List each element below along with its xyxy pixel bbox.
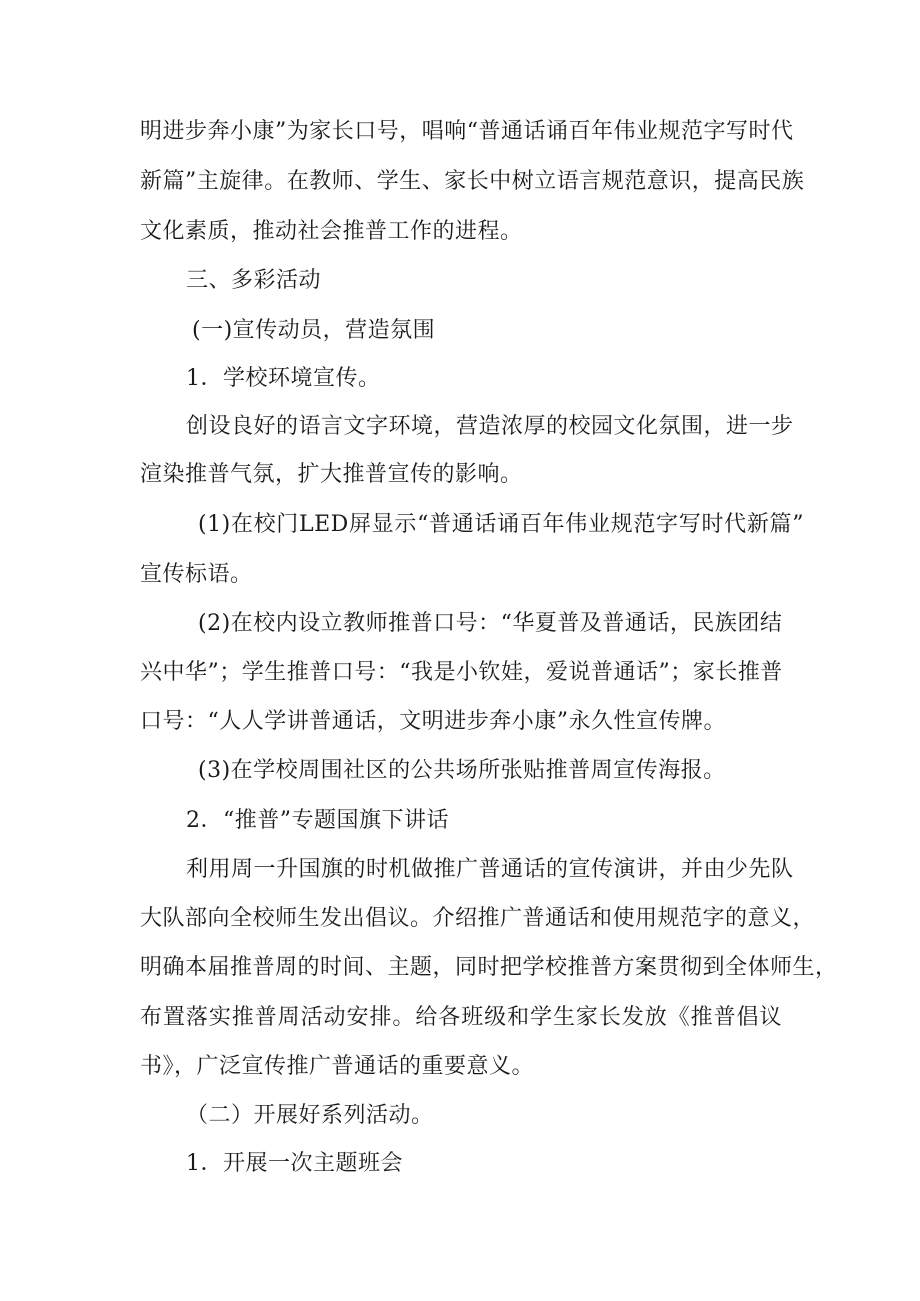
list-item-line: (2)在校内设立教师推普口号：“华夏普及普通话，民族团结: [198, 611, 783, 636]
subsection-heading: (一)宣传动员，营造氛围: [192, 318, 436, 343]
paragraph-line: 明进步奔小康”为家长口号，唱响“普通话诵百年伟业规范字写时代: [140, 119, 794, 144]
paragraph-line: 文化素质，推动社会推普工作的进程。: [140, 219, 523, 244]
paragraph-line: 书》，广泛宣传推广普通话的重要意义。: [140, 1054, 535, 1079]
item-heading: 2．“推普”专题国旗下讲话: [186, 808, 449, 833]
paragraph-line: 渲染推普气氛，扩大推普宣传的影响。: [140, 462, 523, 487]
subsection-heading: （二）开展好系列活动。: [186, 1103, 434, 1128]
section-heading: 三、多彩活动: [186, 268, 322, 293]
paragraph-line: 大队部向全校师生发出倡议。介绍推广普通话和使用规范字的意义，: [140, 906, 816, 931]
list-item-line: 兴中华”；学生推普口号：“我是小钦娃，爱说普通话”；家长推普: [140, 660, 783, 685]
paragraph-line: 创设良好的语言文字环境，营造浓厚的校园文化氛围，进一步: [186, 414, 794, 439]
paragraph-line: 新篇”主旋律。在教师、学生、家长中树立语言规范意识，提高民族: [140, 169, 805, 194]
paragraph-line: 利用周一升国旗的时机做推广普通话的宣传演讲，并由少先队: [186, 857, 794, 882]
item-heading: 1．开展一次主题班会: [186, 1151, 403, 1176]
list-item-line: 宣传标语。: [140, 562, 253, 587]
list-item-line: (1)在校门LED屏显示“普通话诵百年伟业规范字写时代新篇”: [198, 512, 804, 537]
paragraph-line: 布置落实推普周活动安排。给各班级和学生家长发放《推普倡议: [140, 1005, 782, 1030]
item-heading: 1．学校环境宣传。: [186, 366, 381, 391]
paragraph-line: 明确本届推普周的时间、主题，同时把学校推普方案贯彻到全体师生，: [140, 955, 838, 980]
list-item-line: 口号：“人人学讲普通话，文明进步奔小康”永久性宣传牌。: [140, 709, 726, 734]
list-item-line: (3)在学校周围社区的公共场所张贴推普周宣传海报。: [198, 758, 726, 783]
